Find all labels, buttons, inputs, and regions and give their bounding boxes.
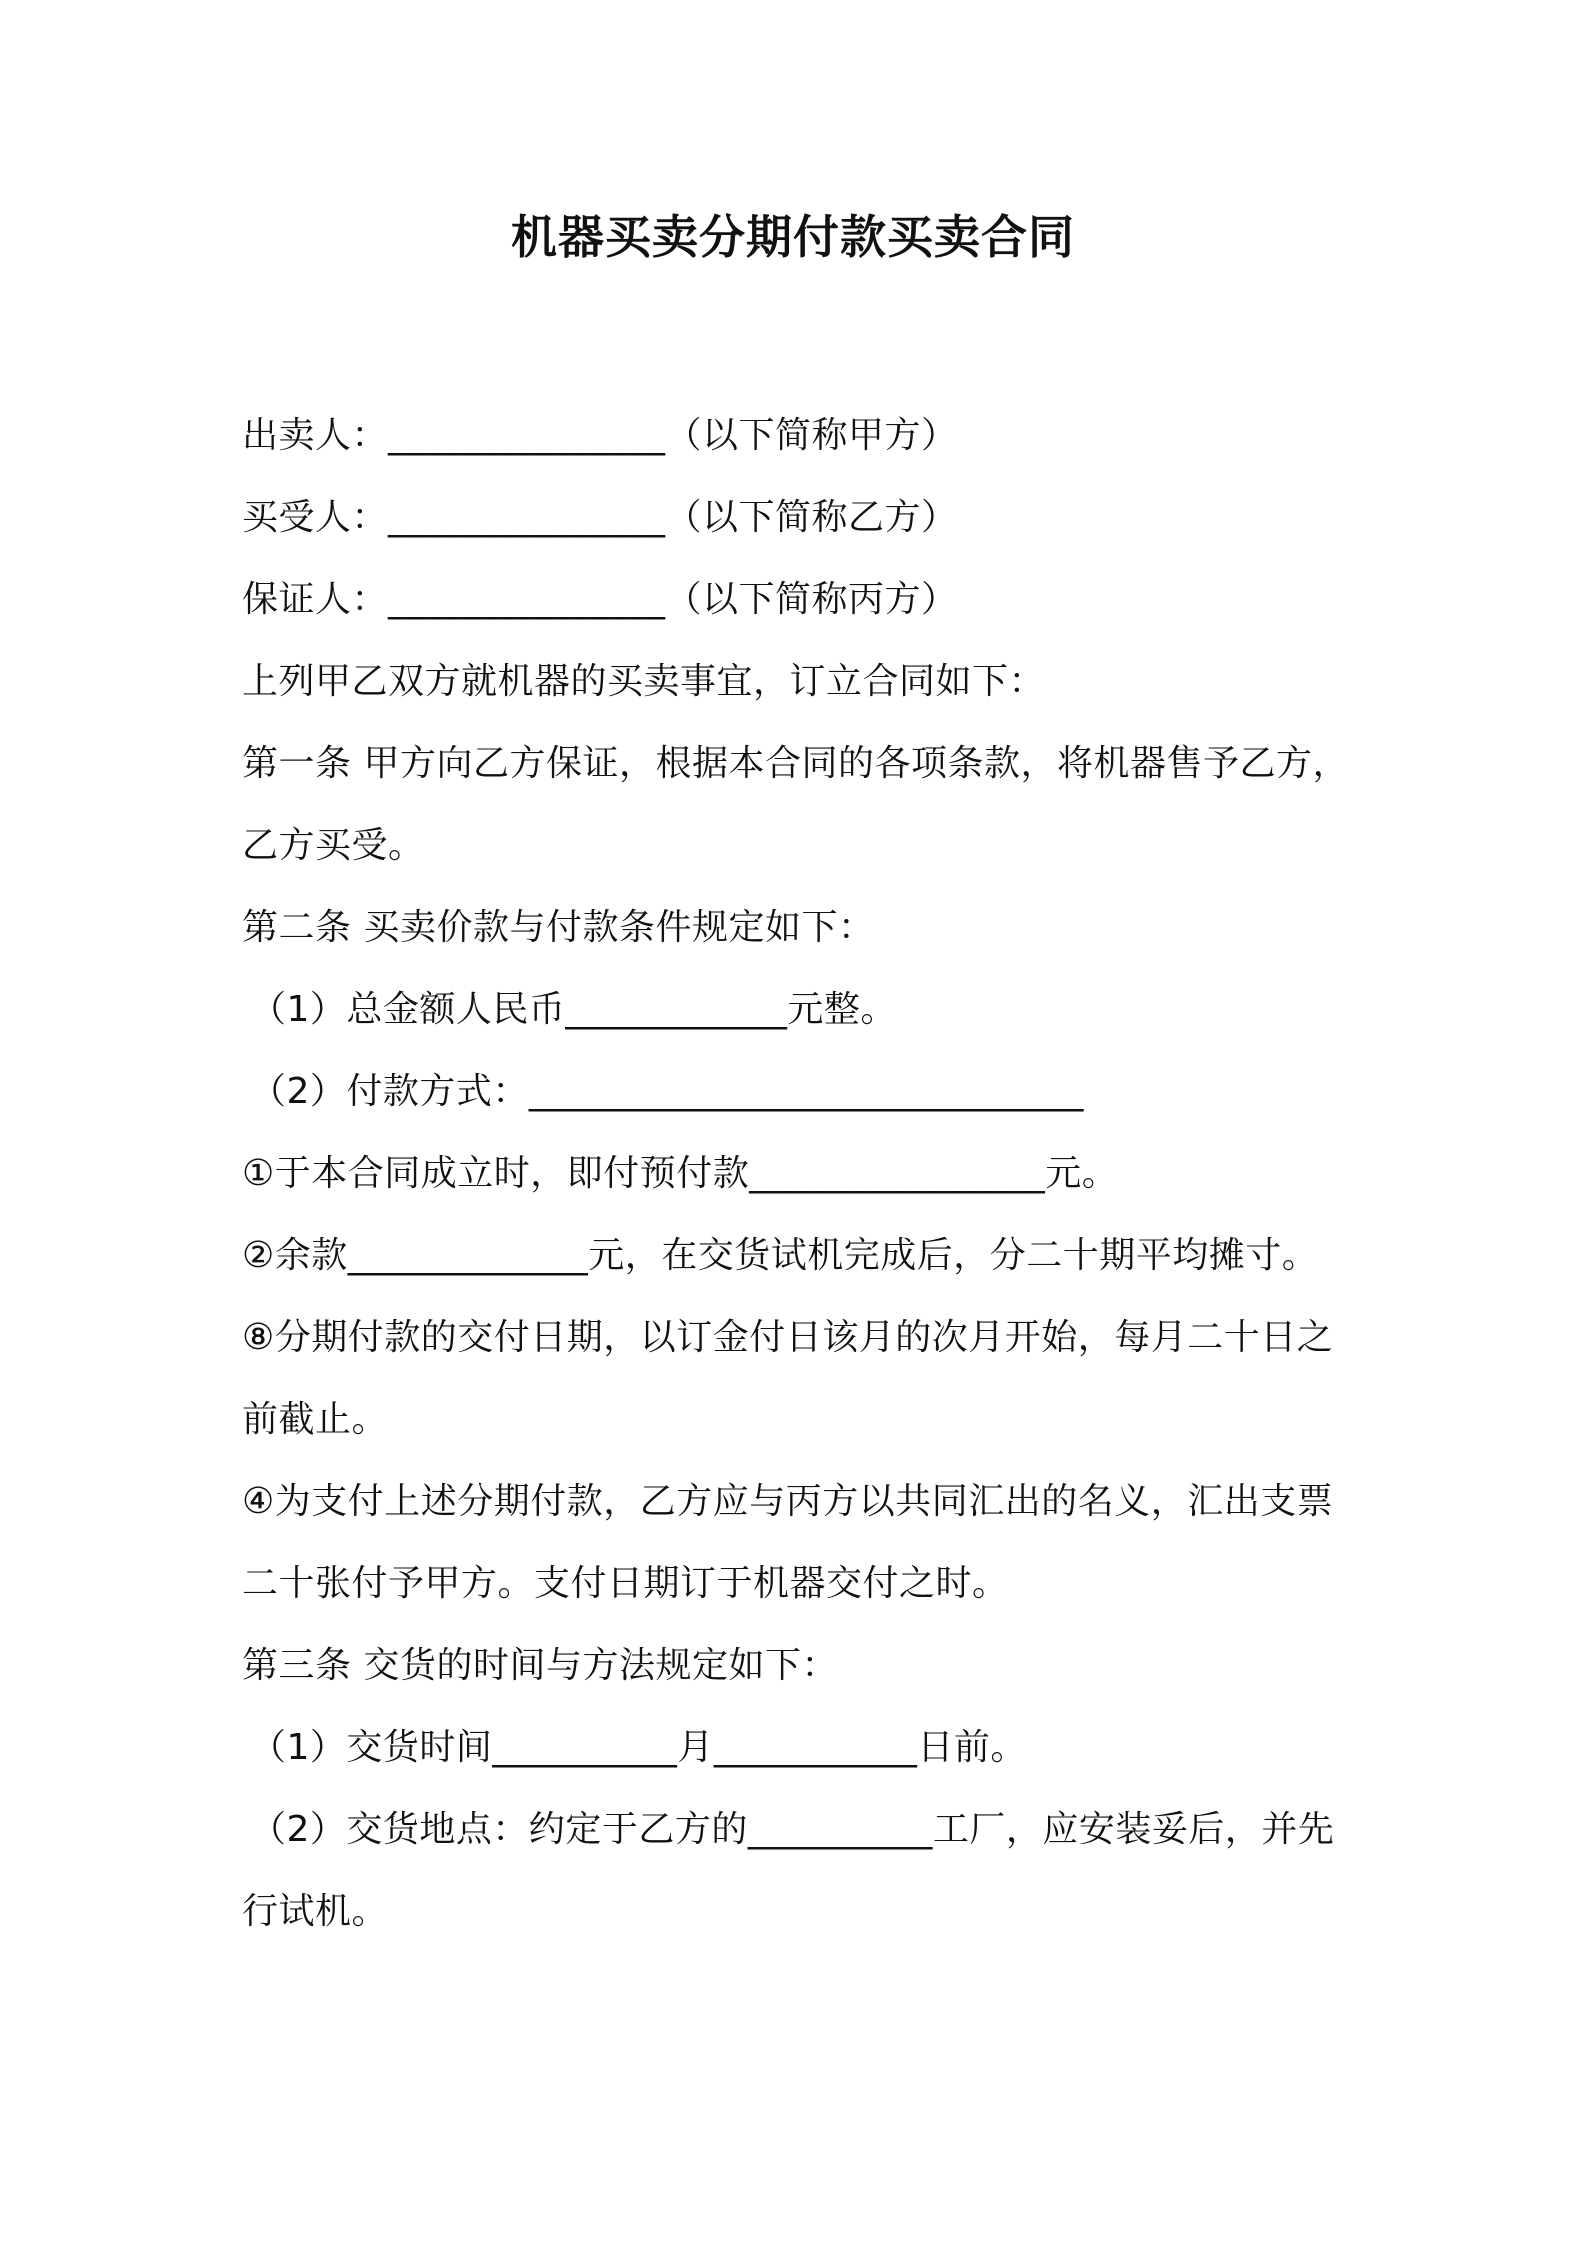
document-title: 机器买卖分期付款买卖合同 [511, 210, 1075, 264]
payment-clause-3: ⑧分期付款的交付日期，以订金付日该月的次月开始，每月二十日之 [242, 1317, 1334, 1358]
article-3-item-1: （1）交货时间__________月___________日前。 [250, 1727, 1027, 1768]
article-3-line: 第三条 交货的时间与方法规定如下： [242, 1645, 838, 1686]
article-2-item-2: （2）付款方式：______________________________ [250, 1071, 1084, 1112]
payment-clause-3-continued: 前截止。 [242, 1399, 389, 1440]
payment-clause-2: ②余款_____________元，在交货试机完成后，分二十期平均摊寸。 [242, 1235, 1319, 1276]
article-2-line: 第二条 买卖价款与付款条件规定如下： [242, 907, 875, 948]
article-3-item-2-continued: 行试机。 [242, 1891, 389, 1932]
buyer-line: 买受人：_______________（以下简称乙方） [242, 497, 958, 538]
seller-line: 出卖人：_______________（以下简称甲方） [242, 415, 958, 456]
preamble-line: 上列甲乙双方就机器的买卖事宜，订立合同如下： [242, 661, 1046, 702]
article-1-continued: 乙方买受。 [242, 825, 425, 866]
guarantor-line: 保证人：_______________（以下简称丙方） [242, 579, 958, 620]
article-3-item-2: （2）交货地点：约定于乙方的__________工厂，应安装妥后，并先 [250, 1809, 1335, 1850]
payment-clause-1: ①于本合同成立时，即付预付款________________元。 [242, 1153, 1119, 1194]
article-1-line: 第一条 甲方向乙方保证，根据本合同的各项条款，将机器售予乙方， [242, 743, 1349, 784]
article-2-item-1: （1）总金额人民币____________元整。 [250, 989, 897, 1030]
payment-clause-4: ④为支付上述分期付款，乙方应与丙方以共同汇出的名义，汇出支票 [242, 1481, 1334, 1522]
payment-clause-4-continued: 二十张付予甲方。支付日期订于机器交付之时。 [242, 1563, 1009, 1604]
